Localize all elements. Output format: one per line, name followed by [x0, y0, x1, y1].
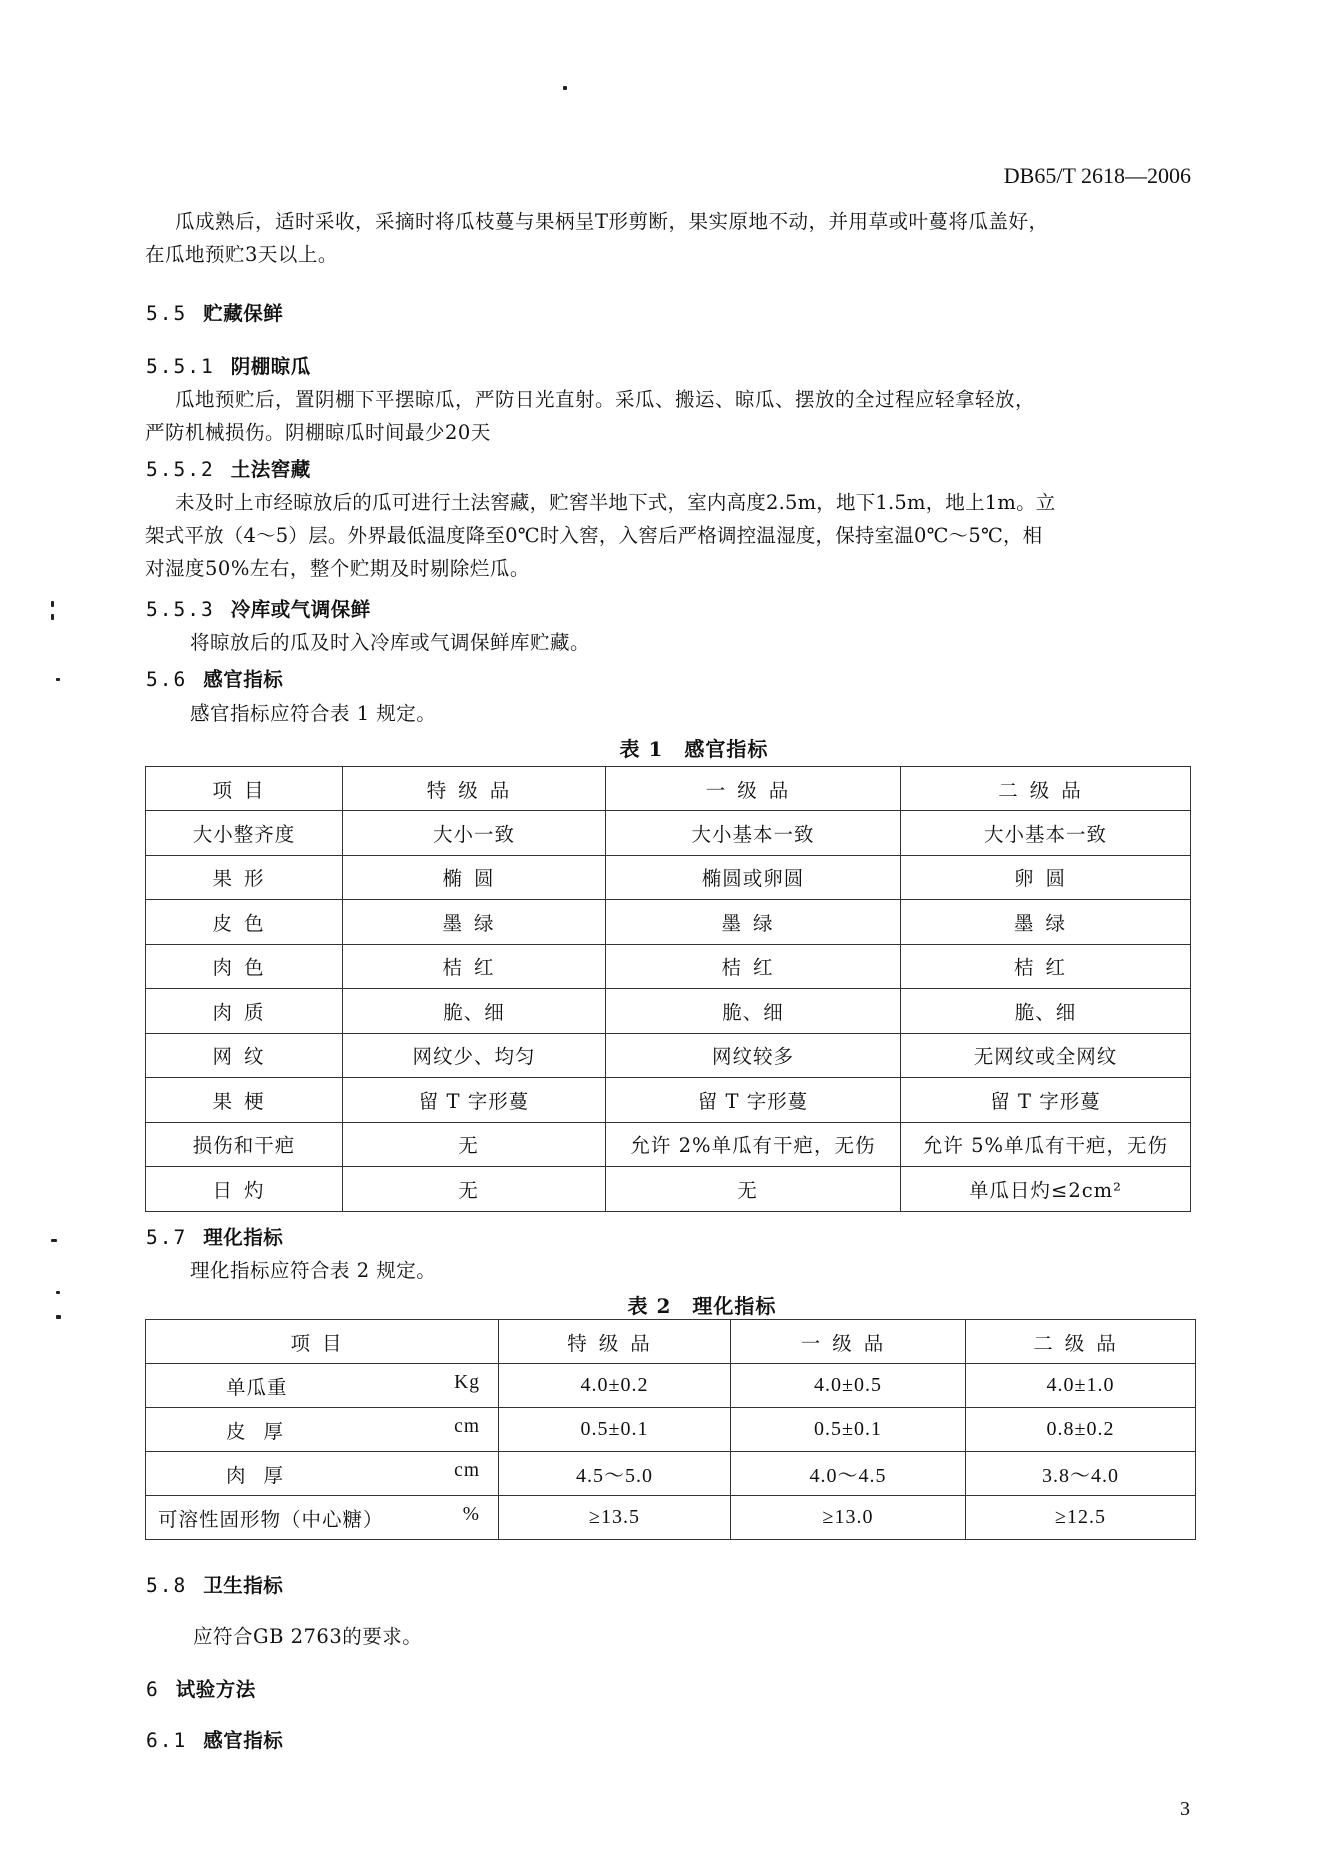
section-title: 阴棚晾瓜	[230, 355, 311, 378]
intro-paragraph	[145, 205, 1195, 271]
text-line: 瓜地预贮后，置阴棚下平摆晾瓜，严防日光直射。采瓜、搬运、晾瓜、摆放的全过程应轻拿轻放，	[175, 388, 1036, 411]
header-cell: 一级品	[731, 1320, 966, 1364]
table-cell: 0.5±0.1	[499, 1408, 731, 1452]
item-name: 皮厚	[226, 1419, 302, 1443]
table-cell: 大小基本一致	[901, 811, 1191, 856]
section-number: 5.5.3	[146, 598, 215, 621]
table-cell: 单瓜日灼≤2cm²	[901, 1167, 1191, 1212]
section-title: 感官指标	[203, 668, 284, 691]
scan-speck	[51, 1239, 57, 1242]
table-row	[146, 944, 1191, 989]
paragraph-5-5-3: 将晾放后的瓜及时入冷库或气调保鲜库贮藏。	[190, 631, 591, 654]
table-cell: 网纹较多	[606, 1033, 901, 1078]
table-row	[146, 1408, 1196, 1452]
item-name: 单瓜重	[226, 1375, 288, 1399]
header-cell: 项目	[146, 1320, 499, 1364]
table-cell: 桔红	[606, 944, 901, 989]
section-heading-6	[146, 1674, 256, 1702]
table-cell: 无	[606, 1167, 901, 1212]
table-cell: 允许 5%单瓜有干疤，无伤	[901, 1122, 1191, 1167]
row-label-cell: 网纹	[146, 1033, 343, 1078]
unit-label: %	[462, 1503, 480, 1525]
row-label-cell: 日灼	[146, 1167, 343, 1212]
section-title: 理化指标	[203, 1226, 284, 1249]
section-title: 冷库或气调保鲜	[230, 598, 371, 621]
scan-speck	[51, 614, 54, 620]
table-row	[146, 1078, 1191, 1123]
row-label-cell	[146, 1408, 499, 1452]
paragraph-5-6: 感官指标应符合表 1 规定。	[190, 702, 437, 725]
section-heading-5-5-1	[146, 351, 311, 379]
table-cell: 大小一致	[343, 811, 606, 856]
table2-caption: 表 2 理化指标	[627, 1294, 777, 1318]
section-number: 5.8	[146, 1574, 188, 1597]
table-header-row	[146, 767, 1191, 811]
table-row	[146, 811, 1191, 856]
table2-physicochemical-indicators	[145, 1319, 1196, 1540]
table-row	[146, 1452, 1196, 1496]
table-cell: 脆、细	[343, 989, 606, 1034]
table-row	[146, 1033, 1191, 1078]
section-number: 5.7	[146, 1226, 188, 1249]
section-title: 贮藏保鲜	[203, 302, 284, 325]
paragraph-5-8: 应符合GB 2763的要求。	[193, 1625, 423, 1648]
table-cell: 留 T 字形蔓	[901, 1078, 1191, 1123]
table-cell: 4.0±0.2	[499, 1364, 731, 1408]
row-label-cell: 肉色	[146, 944, 343, 989]
text-line: 在瓜地预贮3天以上。	[145, 243, 338, 266]
page-number: 3	[1180, 1798, 1190, 1820]
paragraph-5-5-2	[145, 486, 1200, 585]
row-label-cell: 损伤和干疤	[146, 1122, 343, 1167]
unit-label: cm	[454, 1415, 480, 1437]
table-cell: 无网纹或全网纹	[901, 1033, 1191, 1078]
table-row	[146, 855, 1191, 900]
table-cell: 椭圆	[343, 855, 606, 900]
section-number: 5.5.1	[146, 355, 215, 378]
table-cell: 网纹少、均匀	[343, 1033, 606, 1078]
scan-speck	[56, 678, 60, 681]
table-row	[146, 900, 1191, 945]
section-heading-5-5-2	[146, 454, 311, 482]
scan-speck	[563, 86, 567, 90]
table-cell: 无	[343, 1122, 606, 1167]
header-cell: 项目	[146, 767, 343, 811]
header-cell: 二级品	[901, 767, 1191, 811]
table1-sensory-indicators	[145, 766, 1191, 1212]
unit-label: cm	[454, 1459, 480, 1481]
section-title: 卫生指标	[203, 1574, 284, 1597]
table-cell: ≥12.5	[966, 1496, 1196, 1540]
row-label-cell: 大小整齐度	[146, 811, 343, 856]
section-heading-5-7	[146, 1222, 283, 1250]
table-cell: 无	[343, 1167, 606, 1212]
table-cell: 椭圆或卵圆	[606, 855, 901, 900]
table-cell: 墨绿	[606, 900, 901, 945]
table-cell: 卵圆	[901, 855, 1191, 900]
table-cell: ≥13.0	[731, 1496, 966, 1540]
row-label-cell: 果形	[146, 855, 343, 900]
table-cell: 4.0±0.5	[731, 1364, 966, 1408]
table-cell: 大小基本一致	[606, 811, 901, 856]
table-cell: ≥13.5	[499, 1496, 731, 1540]
table-cell: 4.5～5.0	[499, 1452, 731, 1496]
table-row	[146, 1167, 1191, 1212]
text-line: 对湿度50%左右，整个贮期及时剔除烂瓜。	[145, 557, 530, 580]
section-heading-6-1	[146, 1725, 283, 1753]
row-label-cell	[146, 1452, 499, 1496]
section-heading-5-5	[146, 298, 283, 326]
table-cell: 4.0±1.0	[966, 1364, 1196, 1408]
section-number: 6.1	[146, 1729, 188, 1752]
header-cell: 特级品	[343, 767, 606, 811]
section-title: 试验方法	[175, 1678, 256, 1701]
table1-caption: 表 1 感官指标	[619, 737, 769, 761]
table-cell: 桔红	[901, 944, 1191, 989]
table-cell: 脆、细	[606, 989, 901, 1034]
table-cell: 0.5±0.1	[731, 1408, 966, 1452]
header-cell: 二级品	[966, 1320, 1196, 1364]
section-title: 土法窖藏	[230, 458, 311, 481]
scan-speck	[56, 1315, 61, 1319]
section-title: 感官指标	[203, 1729, 284, 1752]
section-number: 6	[146, 1678, 160, 1701]
scan-speck	[56, 1291, 60, 1294]
header-cell: 特级品	[499, 1320, 731, 1364]
item-name: 可溶性固形物（中心糖）	[158, 1507, 384, 1531]
table-cell: 0.8±0.2	[966, 1408, 1196, 1452]
table-cell: 允许 2%单瓜有干疤，无伤	[606, 1122, 901, 1167]
text-line: 严防机械损伤。阴棚晾瓜时间最少20天	[145, 421, 491, 444]
header-cell: 一级品	[606, 767, 901, 811]
row-label-cell	[146, 1364, 499, 1408]
text-line: 未及时上市经晾放后的瓜可进行土法窖藏，贮窖半地下式，室内高度2.5m，地下1.5m，地上1m。立	[175, 491, 1056, 514]
table-header-row	[146, 1320, 1196, 1364]
table-cell: 墨绿	[901, 900, 1191, 945]
row-label-cell: 皮色	[146, 900, 343, 945]
section-number: 5.5	[146, 302, 188, 325]
table-cell: 4.0～4.5	[731, 1452, 966, 1496]
paragraph-5-5-1	[145, 383, 1195, 449]
item-name: 肉厚	[226, 1463, 302, 1487]
document-code: DB65/T 2618—2006	[1003, 163, 1191, 188]
paragraph-5-7: 理化指标应符合表 2 规定。	[190, 1259, 437, 1282]
table-cell: 留 T 字形蔓	[606, 1078, 901, 1123]
section-number: 5.6	[146, 668, 188, 691]
table-row	[146, 1364, 1196, 1408]
section-heading-5-6	[146, 664, 283, 692]
table-cell: 留 T 字形蔓	[343, 1078, 606, 1123]
row-label-cell	[146, 1496, 499, 1540]
text-line: 架式平放（4～5）层。外界最低温度降至0℃时入窖，入窖后严格调控温湿度，保持室温0℃～5℃，相	[145, 524, 1043, 547]
table-cell: 3.8～4.0	[966, 1452, 1196, 1496]
table-row	[146, 1496, 1196, 1540]
scan-speck	[51, 601, 54, 607]
table-cell: 脆、细	[901, 989, 1191, 1034]
table-cell: 桔红	[343, 944, 606, 989]
table-row	[146, 989, 1191, 1034]
section-heading-5-5-3	[146, 594, 371, 622]
unit-label: Kg	[454, 1371, 480, 1393]
section-number: 5.5.2	[146, 458, 215, 481]
row-label-cell: 果梗	[146, 1078, 343, 1123]
table-cell: 墨绿	[343, 900, 606, 945]
section-heading-5-8	[146, 1570, 283, 1598]
row-label-cell: 肉质	[146, 989, 343, 1034]
table-row	[146, 1122, 1191, 1167]
text-line: 瓜成熟后，适时采收，采摘时将瓜枝蔓与果柄呈T形剪断，果实原地不动，并用草或叶蔓将瓜盖好，	[175, 210, 1049, 233]
